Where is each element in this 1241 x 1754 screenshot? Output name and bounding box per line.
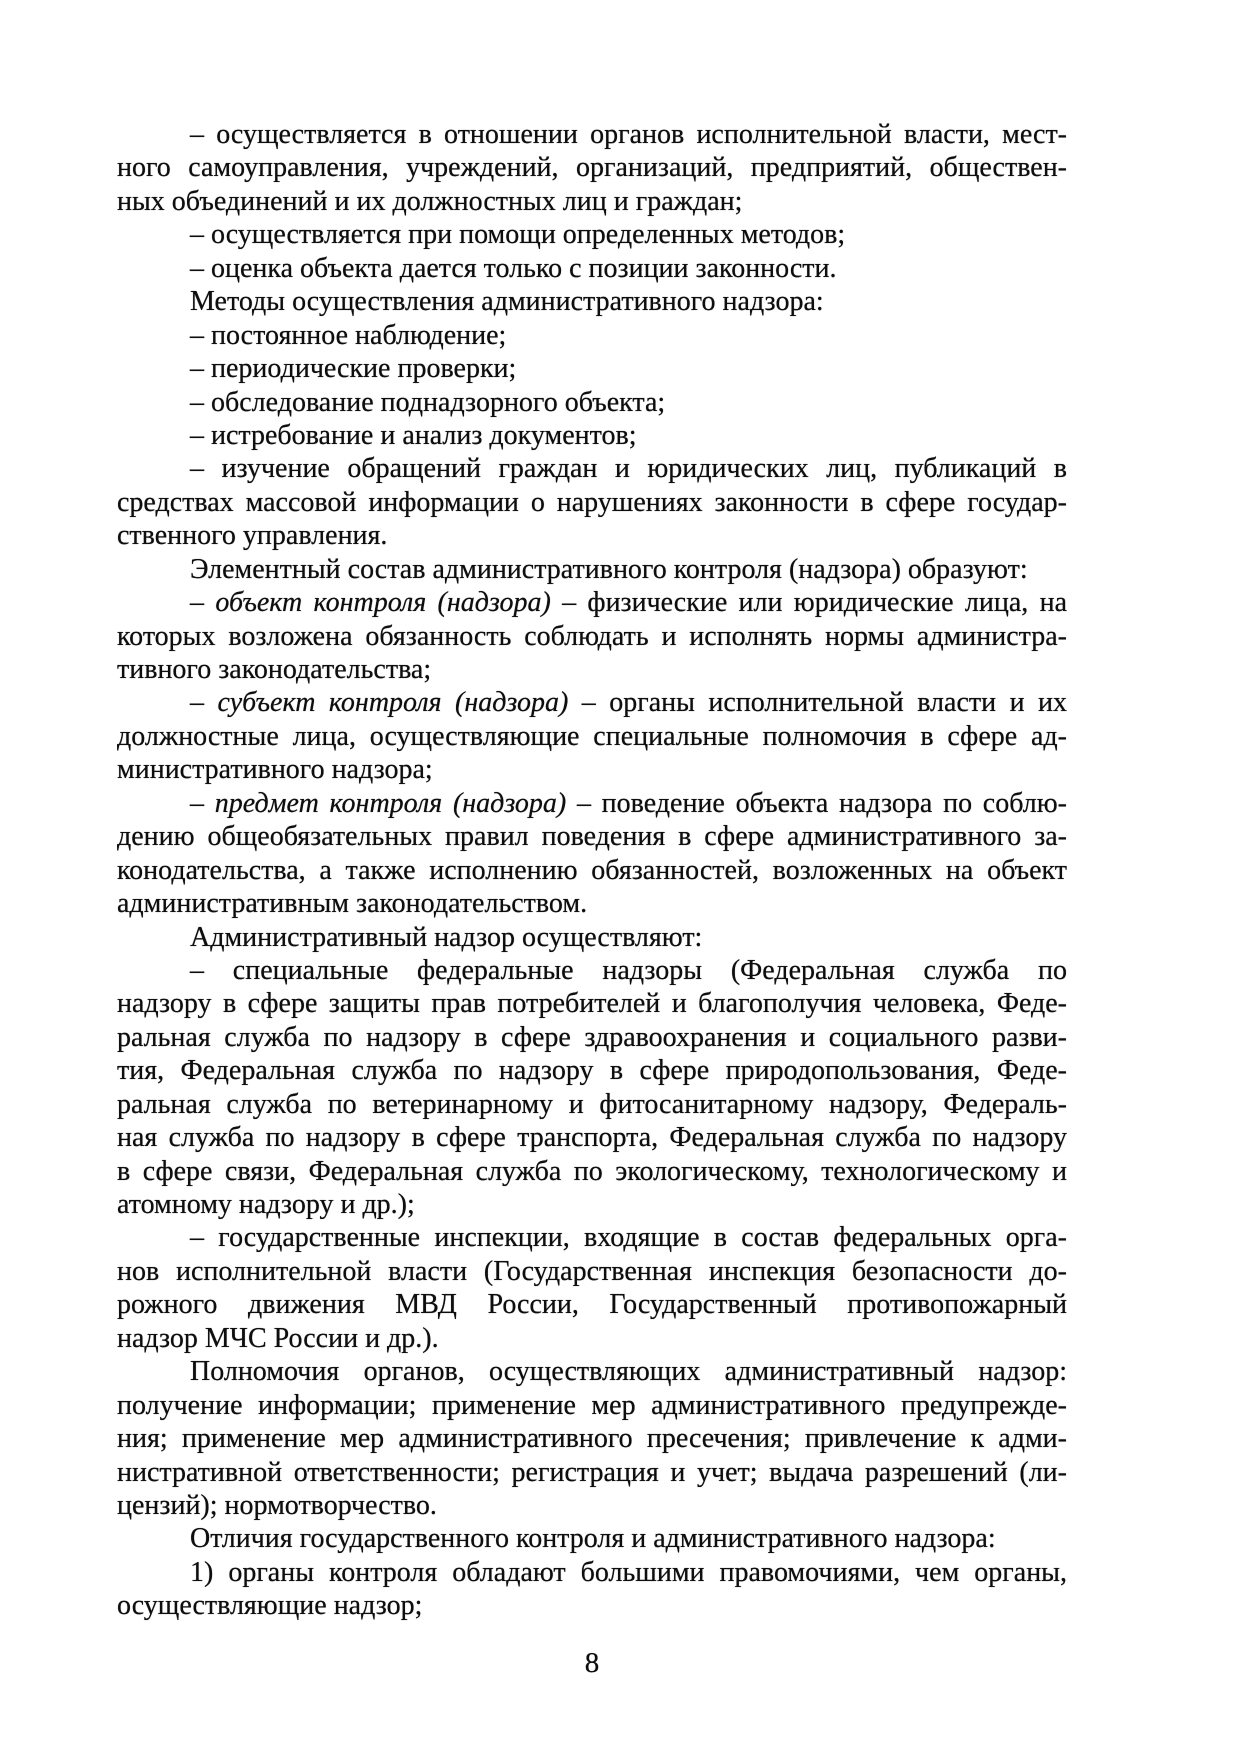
text-segment: административным законодательством. <box>117 888 588 920</box>
text-segment: – физические или юридические лица, на <box>550 587 1067 619</box>
text-segment: нов исполнительной власти (Государственная инспекция безопасности до- <box>117 1255 1067 1287</box>
text-line <box>117 1389 1067 1422</box>
text-line <box>117 252 1067 285</box>
text-line <box>117 921 1067 954</box>
text-segment: – государственные инспекции, входящие в состав федеральных орга- <box>190 1222 1067 1254</box>
text-segment: тивного законодательства; <box>117 654 432 685</box>
text-segment: – <box>190 687 218 719</box>
text-line <box>117 386 1067 419</box>
text-line <box>117 586 1067 619</box>
text-body <box>117 118 1067 1623</box>
text-line <box>117 753 1067 786</box>
text-segment: – истребование и анализ документов; <box>190 419 637 451</box>
text-line <box>117 185 1067 218</box>
text-line <box>117 285 1067 318</box>
text-segment: нистративной ответственности; регистрация и учет; выдача разрешений (ли- <box>117 1456 1067 1488</box>
text-segment: ственного управления. <box>117 520 388 552</box>
text-segment: надзор МЧС России и др.). <box>117 1322 439 1354</box>
text-segment: ная служба по надзору в сфере транспорта, Федеральная служба по надзору <box>117 1122 1067 1154</box>
italic-term: предмет контроля (надзора) <box>214 787 567 819</box>
text-line <box>117 452 1067 485</box>
text-line <box>117 653 1067 686</box>
text-segment: рожного движения МВД России, Государственный противопожарный <box>117 1289 1067 1321</box>
text-segment: надзору в сфере защиты прав потребителей и благополучия человека, Феде- <box>117 988 1067 1020</box>
text-line <box>117 1522 1067 1555</box>
text-line <box>117 553 1067 586</box>
text-line <box>117 1054 1067 1087</box>
text-segment: – осуществляется при помощи определенных методов; <box>190 219 846 251</box>
text-line <box>117 887 1067 920</box>
text-line <box>117 1322 1067 1355</box>
text-line <box>117 686 1067 719</box>
text-line <box>117 486 1067 519</box>
italic-term: объект контроля (надзора) <box>215 587 551 619</box>
text-segment: – осуществляется в отношении органов исполнительной власти, мест- <box>190 119 1067 150</box>
text-segment: министративного надзора; <box>117 754 433 786</box>
text-line <box>117 787 1067 820</box>
text-line <box>117 620 1067 653</box>
text-line <box>117 1255 1067 1288</box>
text-line <box>117 1221 1067 1254</box>
text-line <box>117 820 1067 853</box>
text-line <box>117 1489 1067 1522</box>
text-segment: атомному надзору и др.); <box>117 1189 415 1220</box>
text-segment: Полномочия органов, осуществляющих административный надзор: <box>190 1356 1067 1388</box>
text-line <box>117 1355 1067 1388</box>
text-segment: – органы исполнительной власти и их <box>568 687 1067 719</box>
text-line <box>117 954 1067 987</box>
text-line <box>117 419 1067 452</box>
text-line <box>117 118 1067 151</box>
text-segment: – <box>190 787 215 819</box>
text-segment: получение информации; применение мер административного предупрежде- <box>117 1389 1067 1421</box>
text-segment: – оценка объекта дается только с позиции законности. <box>190 252 837 284</box>
text-line <box>117 1121 1067 1154</box>
text-line <box>117 151 1067 184</box>
text-segment: средствах массовой информации о нарушениях законности в сфере государ- <box>117 486 1067 518</box>
text-segment: конодательства, а также исполнению обязанностей, возложенных на объект <box>117 854 1067 886</box>
text-segment: ральная служба по ветеринарному и фитосанитарному надзору, Федераль- <box>117 1088 1067 1120</box>
text-segment: – постоянное наблюдение; <box>190 319 507 351</box>
italic-term: субъект контроля (надзора) <box>217 687 569 719</box>
text-line <box>117 720 1067 753</box>
text-line <box>117 1456 1067 1489</box>
text-segment: цензий); нормотворчество. <box>117 1489 437 1521</box>
text-segment: – поведение объекта надзора по соблю- <box>566 787 1067 819</box>
text-line <box>117 854 1067 887</box>
text-line <box>117 1422 1067 1455</box>
text-line <box>117 352 1067 385</box>
text-segment: – специальные федеральные надзоры (Федеральная служба по <box>190 954 1067 986</box>
text-segment: Отличия государственного контроля и административного надзора: <box>190 1523 996 1555</box>
text-segment: ния; применение мер административного пресечения; привлечение к адми- <box>117 1423 1067 1455</box>
text-segment: – <box>190 587 216 619</box>
text-line <box>117 1021 1067 1054</box>
text-line <box>117 1188 1067 1221</box>
text-line <box>117 1288 1067 1321</box>
text-line <box>117 1589 1067 1622</box>
page-number: 8 <box>584 1647 600 1679</box>
text-segment: тия, Федеральная служба по надзору в сфере природопользования, Феде- <box>117 1055 1067 1087</box>
text-segment: 1) органы контроля обладают большими правомочиями, чем органы, <box>190 1556 1067 1588</box>
text-line <box>117 1556 1067 1589</box>
text-line <box>117 987 1067 1020</box>
text-segment: – обследование поднадзорного объекта; <box>190 386 666 418</box>
text-segment: которых возложена обязанность соблюдать и исполнять нормы администра- <box>117 620 1067 652</box>
text-segment: Методы осуществления административного надзора: <box>190 286 824 318</box>
text-segment: в сфере связи, Федеральная служба по экологическому, технологическому и <box>117 1155 1067 1187</box>
text-line <box>117 1088 1067 1121</box>
text-segment: – изучение обращений граждан и юридических лиц, публикаций в <box>190 453 1067 485</box>
text-line <box>117 1155 1067 1188</box>
text-segment: ного самоуправления, учреждений, организаций, предприятий, обществен- <box>117 152 1067 184</box>
text-segment: – периодические проверки; <box>190 353 517 385</box>
text-segment: должностные лица, осуществляющие специальные полномочия в сфере ад- <box>117 720 1067 752</box>
text-line <box>117 218 1067 251</box>
text-line <box>117 319 1067 352</box>
text-segment: осуществляющие надзор; <box>117 1590 423 1622</box>
text-line <box>117 519 1067 552</box>
text-segment: Элементный состав административного контроля (надзора) образуют: <box>190 553 1028 585</box>
text-segment: дению общеобязательных правил поведения в сфере административного за- <box>117 821 1067 853</box>
text-segment: Административный надзор осуществляют: <box>190 921 703 953</box>
text-segment: ральная служба по надзору в сфере здравоохранения и социального разви- <box>117 1021 1067 1053</box>
text-segment: ных объединений и их должностных лиц и граждан; <box>117 185 743 217</box>
